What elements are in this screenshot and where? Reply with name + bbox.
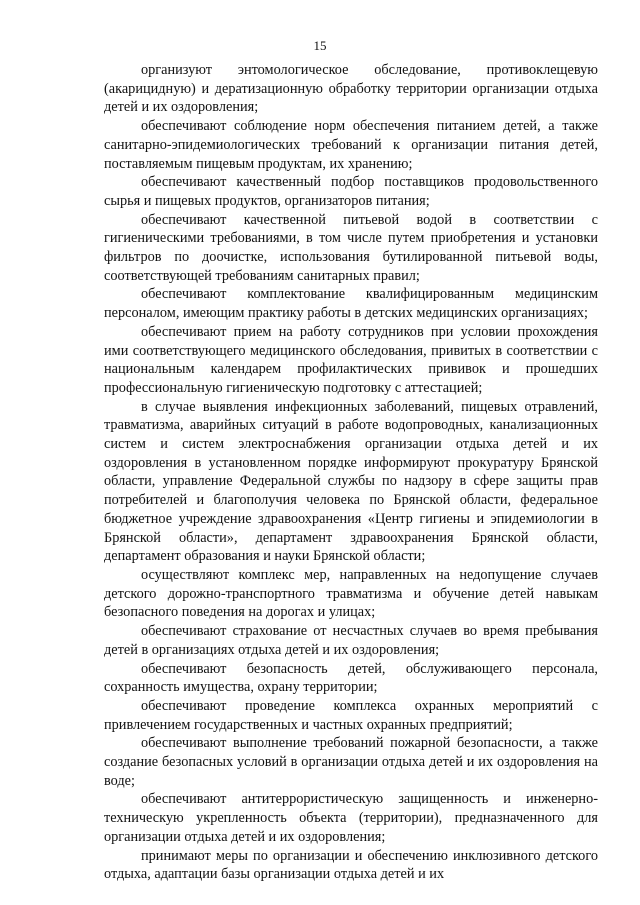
paragraph: обеспечивают безопасность детей, обслуживающего персонала, сохранность имущества, охрану территории; <box>104 660 598 696</box>
paragraph: обеспечивают антитеррористическую защищенность и инженерно-техническую укрепленность объекта (территории), предназначенного для организации отдыха детей и их оздоровления; <box>104 791 598 845</box>
paragraph: принимают меры по организации и обеспечению инклюзивного детского отдыха, адаптации базы организации отдыха детей и их <box>104 847 598 883</box>
paragraph: обеспечивают прием на работу сотрудников при условии прохождения ими соответствующего медицинского обследования, привитых в соответствии с национальным календарем профилактических прививок и прошедших профессиональную гигиеническую подготовку с аттестацией; <box>104 323 598 396</box>
paragraph: обеспечивают проведение комплекса охранных мероприятий с привлечением государственных и частных охранных предприятий; <box>104 697 598 733</box>
page-number: 15 <box>313 38 327 53</box>
paragraph: обеспечивают комплектование квалифицированным медицинским персоналом, имеющим практику работы в детских медицинских организациях; <box>104 286 598 322</box>
paragraph: организуют энтомологическое обследование, противоклещевую (акарицидную) и дератизационную обработку территории организации отдыха детей и их оздоровления; <box>104 62 598 116</box>
document-body <box>104 61 598 884</box>
paragraph: обеспечивают качественный подбор поставщиков продовольственного сырья и пищевых продуктов, организаторов питания; <box>104 174 598 209</box>
paragraph: обеспечивают соблюдение норм обеспечения питанием детей, а также санитарно-эпидемиологических требований к организации питания детей, поставляемым пищевым продуктам, их хранению; <box>104 118 598 172</box>
paragraph: обеспечивают выполнение требований пожарной безопасности, а также создание безопасных условий в организации отдыха детей и их оздоровления на воде; <box>104 735 598 789</box>
paragraph: обеспечивают страхование от несчастных случаев во время пребывания детей в организациях отдыха детей и их оздоровления; <box>104 623 598 658</box>
paragraph: обеспечивают качественной питьевой водой в соответствии с гигиеническими требованиями, в том числе путем приобретения и установки фильтров по доочистке, использования бутилированной питьевой воды, соответствующей требованиям санитарных правил; <box>104 211 598 284</box>
paragraph: в случае выявления инфекционных заболеваний, пищевых отравлений, травматизма, аварийных ситуаций в работе водопроводных, канализационных систем и систем электроснабжения организации отдыха детей и их оздоровления в установленном порядке информируют прокуратуру Брянской области, управление Федеральной службы по надзору в сфере защиты прав потребителей и благополучия человека по Брянской области, федеральное бюджетное учреждение здравоохранения «Центр гигиены и эпидемиологии в Брянской области», департамент здравоохранения Брянской области, департамент образования и науки Брянской области; <box>104 398 598 565</box>
paragraph: осуществляют комплекс мер, направленных на недопущение случаев детского дорожно-транспортного травматизма и обучение детей навыкам безопасного поведения на дорогах и улицах; <box>104 566 598 621</box>
